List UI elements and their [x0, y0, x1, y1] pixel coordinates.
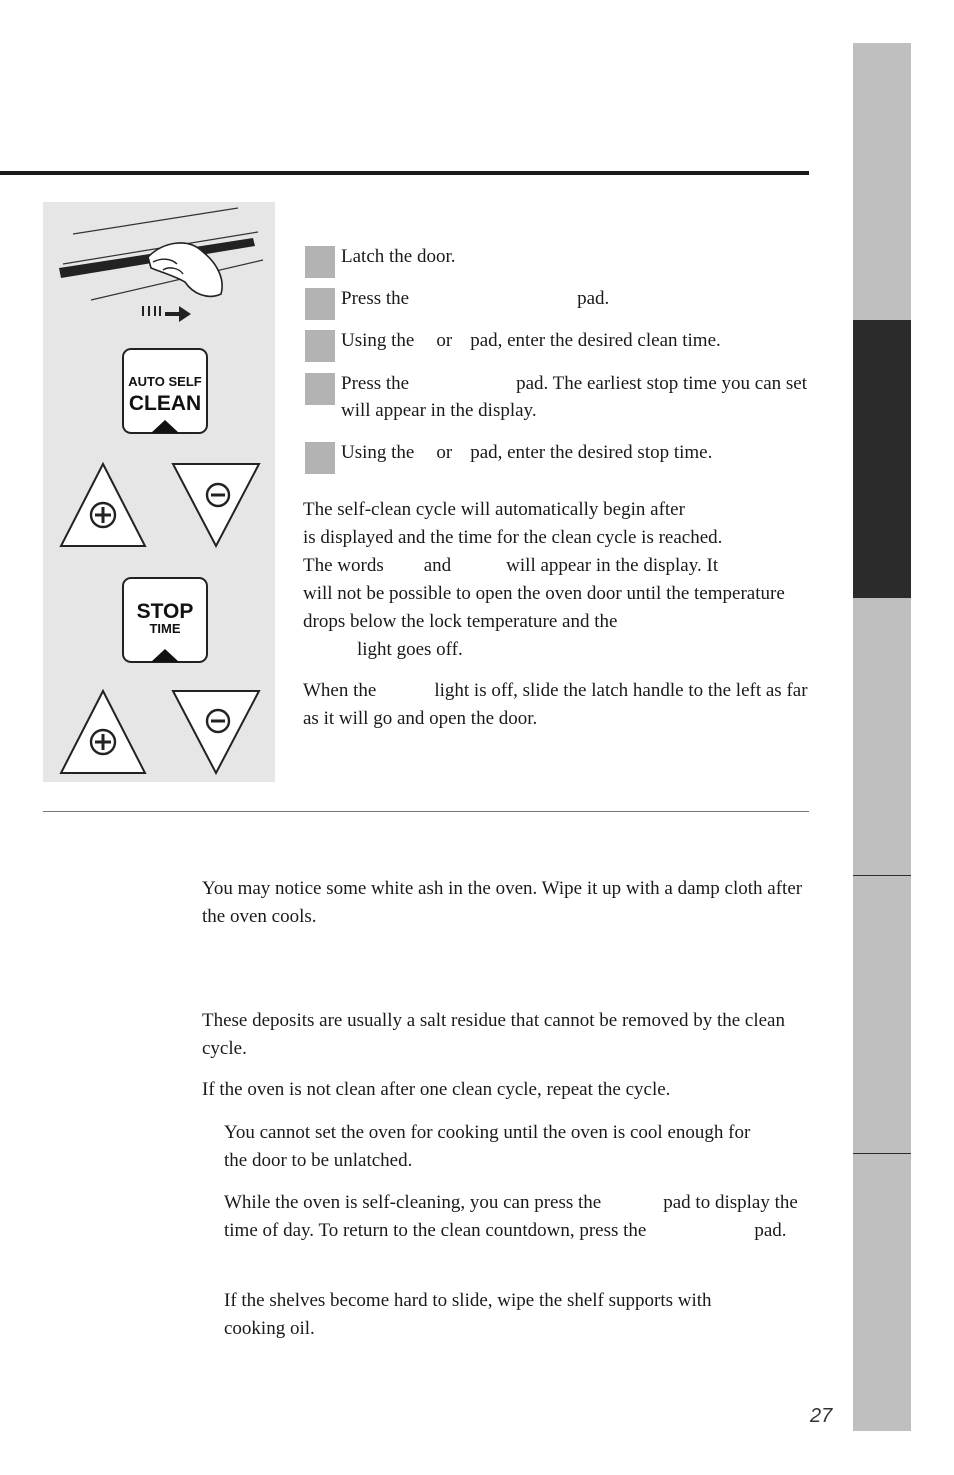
illustration-svg	[43, 202, 275, 782]
side-tab-4	[853, 876, 911, 1153]
step-1	[305, 243, 810, 270]
side-tab-3	[853, 598, 911, 875]
clean-pad-label-2: CLEAN	[128, 392, 202, 415]
step-number-box	[305, 373, 335, 405]
side-tab-5	[853, 1154, 911, 1431]
door-latch-illustration	[59, 208, 263, 322]
step-text: Using the or pad, enter the desired stop time.	[341, 442, 713, 463]
step-text: Using the or pad, enter the desired clean time.	[341, 330, 721, 351]
stop-pad-label-2: TIME	[149, 621, 181, 636]
auto-self-clean-pad	[123, 349, 207, 433]
page-number: 27	[810, 1405, 833, 1427]
note-cool-paragraph: You cannot set the oven for cooking until the oven is cool enough for the door to be unlatched.	[224, 1122, 751, 1171]
step-text: Press the pad.	[341, 288, 610, 309]
step-text: Press the pad. The earliest stop time you can set will appear in the display.	[341, 373, 807, 421]
step-4	[305, 370, 810, 424]
minus-pad-1	[173, 464, 259, 546]
minus-pad-2	[173, 691, 259, 773]
plus-pad-2	[61, 691, 145, 773]
plus-pad-1	[61, 464, 145, 546]
clean-pad-label-1: AUTO SELF	[128, 374, 202, 389]
unlatch-paragraph: When the light is off, slide the latch handle to the left as far as it will go and open the door.	[303, 680, 808, 729]
stop-pad-label-1: STOP	[136, 600, 194, 623]
step-number-box	[305, 246, 335, 278]
illustration-panel	[43, 202, 275, 782]
side-tab-1	[853, 43, 911, 320]
section-divider	[43, 811, 809, 812]
deposits-paragraph: These deposits are usually a salt residue that cannot be removed by the clean cycle.	[202, 1010, 785, 1059]
step-number-box	[305, 330, 335, 362]
note-shelves-paragraph: If the shelves become hard to slide, wipe the shelf supports with cooking oil.	[224, 1290, 712, 1339]
step-2	[305, 285, 810, 312]
note-clock-paragraph: While the oven is self-cleaning, you can press the pad to display the time of day. To return to the clean countdown, press the pad.	[224, 1192, 798, 1241]
step-number-box	[305, 288, 335, 320]
step-text: Latch the door.	[341, 246, 456, 267]
step-5	[305, 439, 810, 466]
step-3	[305, 327, 810, 354]
side-tab-2-active	[853, 320, 911, 598]
step-number-box	[305, 442, 335, 474]
ash-paragraph: You may notice some white ash in the oven. Wipe it up with a damp cloth after the oven cools.	[202, 878, 803, 927]
stop-time-pad	[123, 578, 207, 662]
section-top-rule	[0, 171, 809, 175]
auto-begin-paragraph: The self-clean cycle will automatically begin after is displayed and the time for the clean cycle is reached. The words and will appear in the display. It will not be possible to open the oven door until the temperature drops below the lock temperature and the light goes off.	[303, 499, 785, 660]
repeat-paragraph: If the oven is not clean after one clean cycle, repeat the cycle.	[202, 1079, 671, 1100]
